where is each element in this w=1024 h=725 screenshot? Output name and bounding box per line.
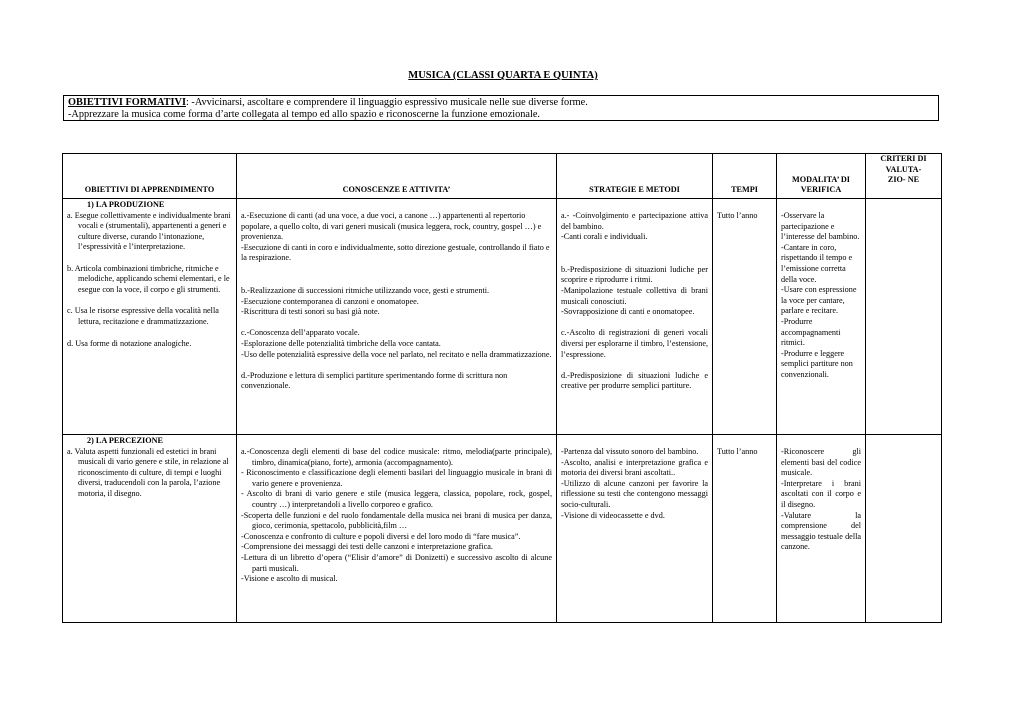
strategia-item: b.-Predisposizione di situazioni ludiche per scoprire e riprodurre i ritmi. -Manipolazione testuale collettiva di brani musicali conosciuti. -Sovrapposizione di canti e onomatopee.	[561, 264, 708, 317]
table-row-percezione	[63, 435, 942, 623]
section-heading-percezione: 2) LA PERCEZIONE	[87, 436, 163, 445]
conoscenza-item: -Visione e ascolto di musical.	[241, 574, 338, 584]
cell-conoscenze-percezione	[237, 435, 557, 623]
header-modalita: MODALITA’ DI VERIFICA	[777, 154, 866, 199]
strategia-item: d.-Predisposizione di situazioni ludiche e creative per produrre semplici partiture.	[561, 370, 708, 391]
cell-modalita-produzione: -Osservare la partecipazione e l’interesse del bambino. -Cantare in coro, rispettando il tempo e l’emissione corretta della voce. -Usare con espressione la voce per cantare, parlare e recitare. -Produrre accompagnamenti ritmici. -Produrre e leggere semplici partiture non convenzionali.	[777, 199, 866, 435]
header-conoscenze: CONOSCENZE E ATTIVITA’	[237, 154, 557, 199]
conoscenza-item: - Riconoscimento e classificazione degli elementi basilari del linguaggio musicale in brani di vario genere e provenienza.	[241, 468, 552, 488]
page-title: MUSICA (CLASSI QUARTA E QUINTA)	[408, 70, 598, 81]
obiettivo-item: c. Usa le risorse espressive della vocalità nella lettura, recitazione e drammatizzazione.	[67, 305, 219, 326]
conoscenza-item: a.-Esecuzione di canti (ad una voce, a due voci, a canone …) appartenenti al repertorio popolare, a quello colto, di vari generi musicali (musica leggera, rock, country, gospel …) e provenienza. -Esecuzione di canti in coro e individualmente, sotto direzione gestuale, controllando il fiato e la respirazione.	[241, 211, 550, 263]
obiettivi-formativi-line2: -Apprezzare la musica come forma d’arte collegata al tempo ed allo spazio e riconoscerne la funzione emozionale.	[68, 109, 540, 120]
obiettivo-item: d. Usa forme di notazione analogiche.	[67, 339, 192, 349]
conoscenza-item: d.-Produzione e lettura di semplici partiture sperimentando forme di scrittura non convenzionale.	[241, 370, 508, 391]
cell-conoscenze-produzione	[237, 199, 557, 435]
strategia-item: c.-Ascolto di registrazioni di generi vocali diversi per esplorarne il timbro, l’estensione, l’espressione.	[561, 328, 708, 359]
header-tempi: TEMPI	[713, 154, 777, 199]
cell-criteri-produzione	[866, 199, 942, 435]
obiettivo-item: b. Articola combinazioni timbriche, ritmiche e melodiche, applicando schemi elementari, e le esegue con la voce, il corpo e gli strumenti.	[67, 263, 230, 294]
cell-strategie-produzione	[557, 199, 713, 435]
obiettivi-formativi-label: OBIETTIVI FORMATIVI	[68, 97, 186, 108]
strategia-item: a.- -Coinvolgimento e partecipazione attiva del bambino. -Canti corali e individuali.	[561, 211, 708, 242]
cell-tempi-produzione: Tutto l’anno	[713, 199, 777, 435]
obiettivo-item: a. Esegue collettivamente e individualmente brani vocali e (strumentali), appartenenti a generi e culture diverse, curando l’intonazione, l’espressività e l’interpretazione.	[67, 210, 231, 252]
cell-tempi-percezione: Tutto l’anno	[713, 435, 777, 623]
section-heading-produzione: 1) LA PRODUZIONE	[87, 200, 165, 209]
conoscenza-item: -Lettura di un libretto d’opera (“Elisir d’amore” di Donizetti) e successivo ascolto di alcune parti musicali.	[241, 552, 552, 573]
header-strategie: STRATEGIE E METODI	[557, 154, 713, 199]
header-obiettivi: OBIETTIVI DI APPRENDIMENTO	[63, 154, 237, 199]
conoscenza-item: b.-Realizzazione di successioni ritmiche utilizzando voce, gesti e strumenti. -Esecuzione contemporanea di canzoni e onomatopee. -Riscrittura di testi sonori su basi già note.	[241, 285, 490, 317]
cell-obiettivi-percezione	[63, 435, 237, 623]
curriculum-table	[62, 153, 942, 623]
conoscenza-item: -Scoperta delle funzioni e del ruolo fondamentale della musica nei brani di musica per danza, gioco, cerimonia, spettacolo, pubblicità,film …	[241, 510, 552, 531]
cell-strategie-percezione: -Partenza dal vissuto sonoro del bambino. -Ascolto, analisi e interpretazione grafica e motoria dei diversi brani ascoltati.. -Utilizzo di alcune canzoni per favorire la riflessione su testi che contengono messaggi socio-culturali. -Visione di videocassette e dvd.	[557, 435, 713, 623]
cell-modalita-percezione: -Riconoscere gli elementi basi del codice musicale. -Interpretare i brani ascoltati con il corpo e il disegno. -Valutare la comprensione del messaggio testuale della canzone.	[777, 435, 866, 623]
conoscenza-item: -Comprensione dei messaggi dei testi delle canzoni e interpretazione grafica.	[241, 542, 493, 552]
conoscenza-item: c.-Conoscenza dell’apparato vocale. -Esplorazione delle potenzialità timbriche della voce cantata. -Uso delle potenzialità espressive della voce nel parlato, nel recitato e nella drammatizzazione.	[241, 328, 552, 359]
cell-obiettivi-produzione	[63, 199, 237, 435]
table-row-produzione	[63, 199, 942, 435]
table-header-row	[63, 154, 942, 199]
obiettivi-formativi-box	[63, 95, 939, 121]
obiettivo-item: a. Valuta aspetti funzionali ed estetici in brani musicali di vario genere e stile, in relazione al riconoscimento di culture, di tempi e luoghi diversi, traducendoli con la parola, l’azione motoria, il disegno.	[67, 446, 229, 498]
conoscenza-item: - Ascolto di brani di vario genere e stile (musica leggera, classica, popolare, rock, gospel, country …) interpretandoli a livello corporeo e grafico.	[241, 489, 552, 509]
conoscenza-item: -Conoscenza e confronto di culture e popoli diversi e del loro modo di “fare musica”.	[241, 531, 521, 541]
header-criteri: CRITERI DI VALUTA- ZIO- NE	[866, 154, 942, 199]
conoscenza-item: a.-Conoscenza degli elementi di base del codice musicale: ritmo, melodia(parte principale), timbro, dinamica(piano, forte), armonia (accompagnamento).	[241, 447, 552, 467]
obiettivi-formativi-line1: : -Avvicinarsi, ascoltare e comprendere il linguaggio espressivo musicale nelle sue diverse forme.	[185, 97, 588, 108]
cell-criteri-percezione	[866, 435, 942, 623]
